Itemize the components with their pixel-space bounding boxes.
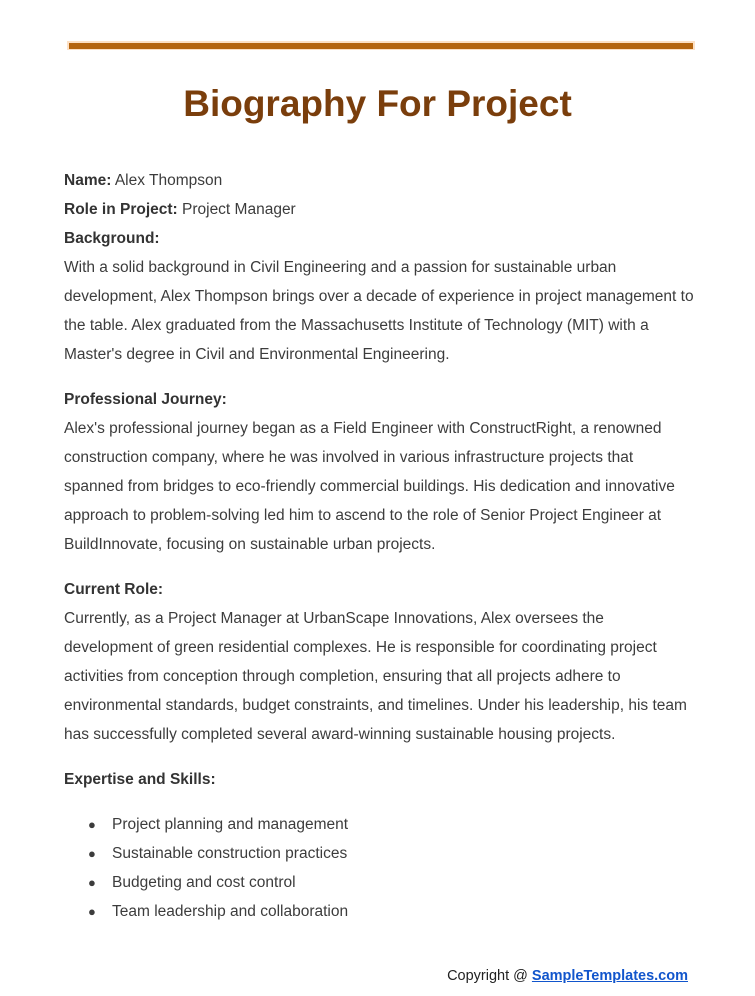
journey-text: Alex's professional journey began as a Field Engineer with ConstructRight, a renowned construction company, where he was involved in various infrastructure projects that spanned from bridges to eco-friendly commercial buildings. His dedication and innovative approach to problem-solving led him to ascend to the role of Senior Project Engineer at BuildInnovate, focusing on sustainable urban projects.	[64, 420, 675, 553]
skill-label: Project planning and management	[112, 816, 349, 833]
current-role-text: Currently, as a Project Manager at UrbanScape Innovations, Alex oversees the development of green residential complexes. He is responsible for coordinating project activities from conception through completion, ensuring that all projects adhere to environmental standards, budget constraints, and timelines. Under his leadership, his team has successfully completed several award-winning sustainable housing projects.	[64, 610, 687, 743]
top-accent-bar	[67, 41, 695, 50]
background-text: With a solid background in Civil Engineering and a passion for sustainable urban development, Alex Thompson brings over a decade of experience in project management to the table. Alex graduated from the Massachusetts Institute of Technology (MIT) with a Master's degree in Civil and Environmental Engineering.	[64, 259, 694, 363]
role-label: Role in Project:	[64, 201, 178, 218]
page-title: Biography For Project	[183, 83, 572, 124]
list-item	[88, 897, 694, 926]
copyright-prefix: Copyright @	[447, 968, 528, 984]
biography-content	[64, 166, 694, 926]
journey-heading: Professional Journey:	[64, 391, 227, 408]
skills-heading: Expertise and Skills:	[64, 771, 216, 788]
bullet-icon: ●	[88, 817, 96, 832]
bullet-icon: ●	[88, 904, 96, 919]
bullet-icon: ●	[88, 875, 96, 890]
current-role-heading: Current Role:	[64, 581, 164, 598]
skill-label: Budgeting and cost control	[112, 874, 296, 891]
background-heading: Background:	[64, 230, 160, 247]
name-label: Name:	[64, 172, 112, 189]
name-field	[64, 166, 694, 195]
skill-label: Sustainable construction practices	[112, 845, 348, 862]
top-accent-bar-fill	[69, 43, 693, 49]
sampletemplates-link[interactable]: SampleTemplates.com	[531, 968, 688, 984]
list-item	[88, 868, 694, 897]
skills-list	[64, 810, 694, 926]
role-field	[64, 195, 694, 224]
role-value: Project Manager	[182, 201, 296, 218]
list-item	[88, 810, 694, 839]
skill-label: Team leadership and collaboration	[112, 903, 349, 920]
copyright-footer	[447, 966, 688, 986]
list-item	[88, 839, 694, 868]
bullet-icon: ●	[88, 846, 96, 861]
name-value: Alex Thompson	[114, 172, 223, 189]
